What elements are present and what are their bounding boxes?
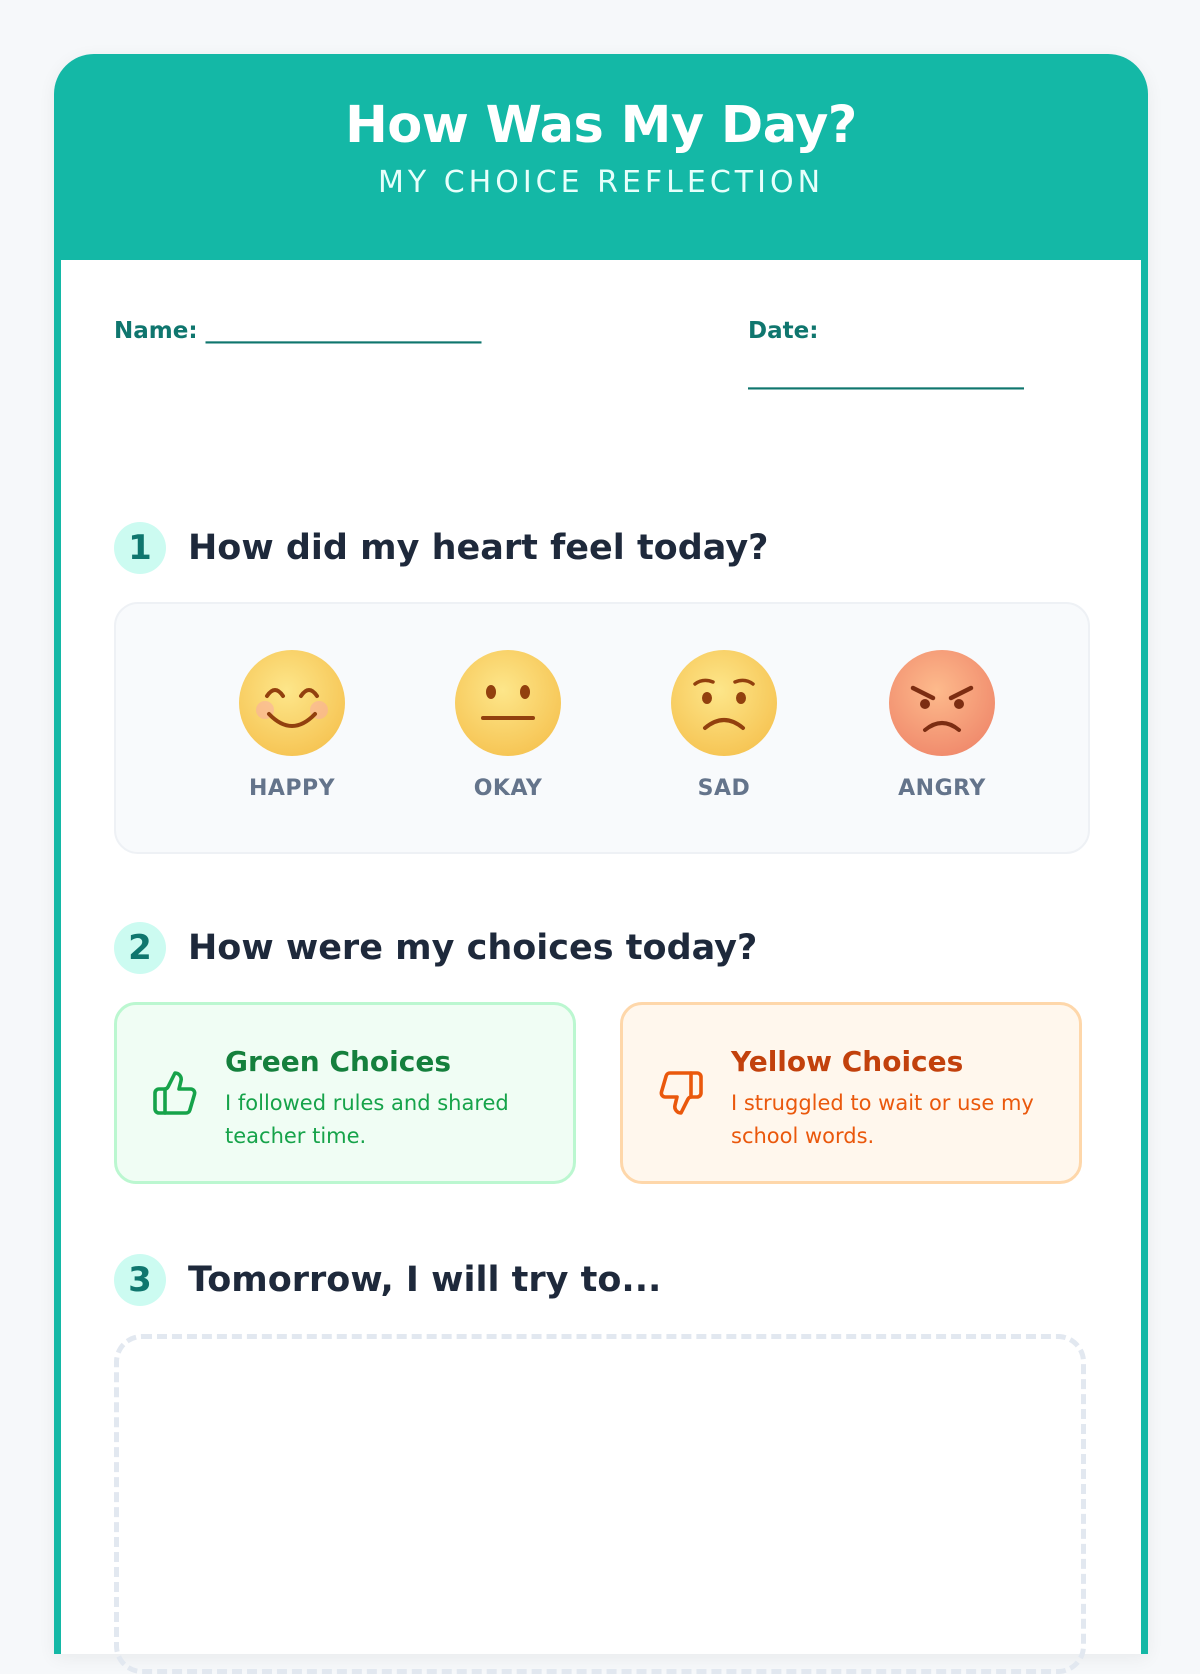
neutral-face-icon bbox=[453, 648, 563, 758]
tomorrow-answer-box[interactable] bbox=[114, 1334, 1086, 1674]
date-line: ________________________ bbox=[748, 364, 1024, 390]
section-question: How were my choices today? bbox=[188, 928, 758, 968]
page-subtitle: MY CHOICE REFLECTION bbox=[377, 165, 825, 200]
section-number: 1 bbox=[114, 522, 166, 574]
reflection-card bbox=[54, 54, 1148, 1654]
mood-option-angry[interactable] bbox=[862, 648, 1022, 801]
date-field[interactable] bbox=[748, 308, 1078, 400]
mood-label: OKAY bbox=[473, 776, 543, 801]
section-3-heading bbox=[114, 1254, 661, 1306]
section-question: Tomorrow, I will try to... bbox=[188, 1260, 662, 1300]
mood-label: ANGRY bbox=[898, 776, 986, 801]
name-field[interactable]: Name: ________________________ bbox=[114, 318, 482, 344]
mood-option-okay[interactable] bbox=[428, 648, 588, 801]
section-1-heading bbox=[114, 522, 768, 574]
section-2-heading bbox=[114, 922, 757, 974]
thumbs-down-icon bbox=[657, 1069, 705, 1117]
angry-face-icon bbox=[887, 648, 997, 758]
happy-face-icon bbox=[237, 648, 347, 758]
mood-option-happy[interactable] bbox=[212, 648, 372, 801]
header-banner bbox=[54, 54, 1148, 260]
section-number: 2 bbox=[114, 922, 166, 974]
green-choices-title: Green Choices bbox=[225, 1045, 452, 1078]
section-question: How did my heart feel today? bbox=[188, 528, 769, 568]
mood-option-sad[interactable] bbox=[644, 648, 804, 801]
green-choices-description: I followed rules and shared teacher time. bbox=[225, 1091, 509, 1148]
thumbs-up-icon bbox=[151, 1069, 199, 1117]
mood-panel bbox=[114, 602, 1090, 854]
green-choices-card[interactable] bbox=[114, 1002, 576, 1184]
sad-face-icon bbox=[669, 648, 779, 758]
mood-label: HAPPY bbox=[248, 776, 336, 801]
yellow-choices-card[interactable] bbox=[620, 1002, 1082, 1184]
mood-label: SAD bbox=[697, 776, 751, 801]
page-title: How Was My Day? bbox=[345, 96, 857, 155]
yellow-choices-description: I struggled to wait or use my school words. bbox=[731, 1091, 1034, 1148]
worksheet-body bbox=[61, 260, 1141, 1654]
yellow-choices-title: Yellow Choices bbox=[731, 1045, 964, 1078]
section-number: 3 bbox=[114, 1254, 166, 1306]
info-fields bbox=[61, 260, 1141, 430]
date-label: Date: bbox=[748, 318, 819, 344]
